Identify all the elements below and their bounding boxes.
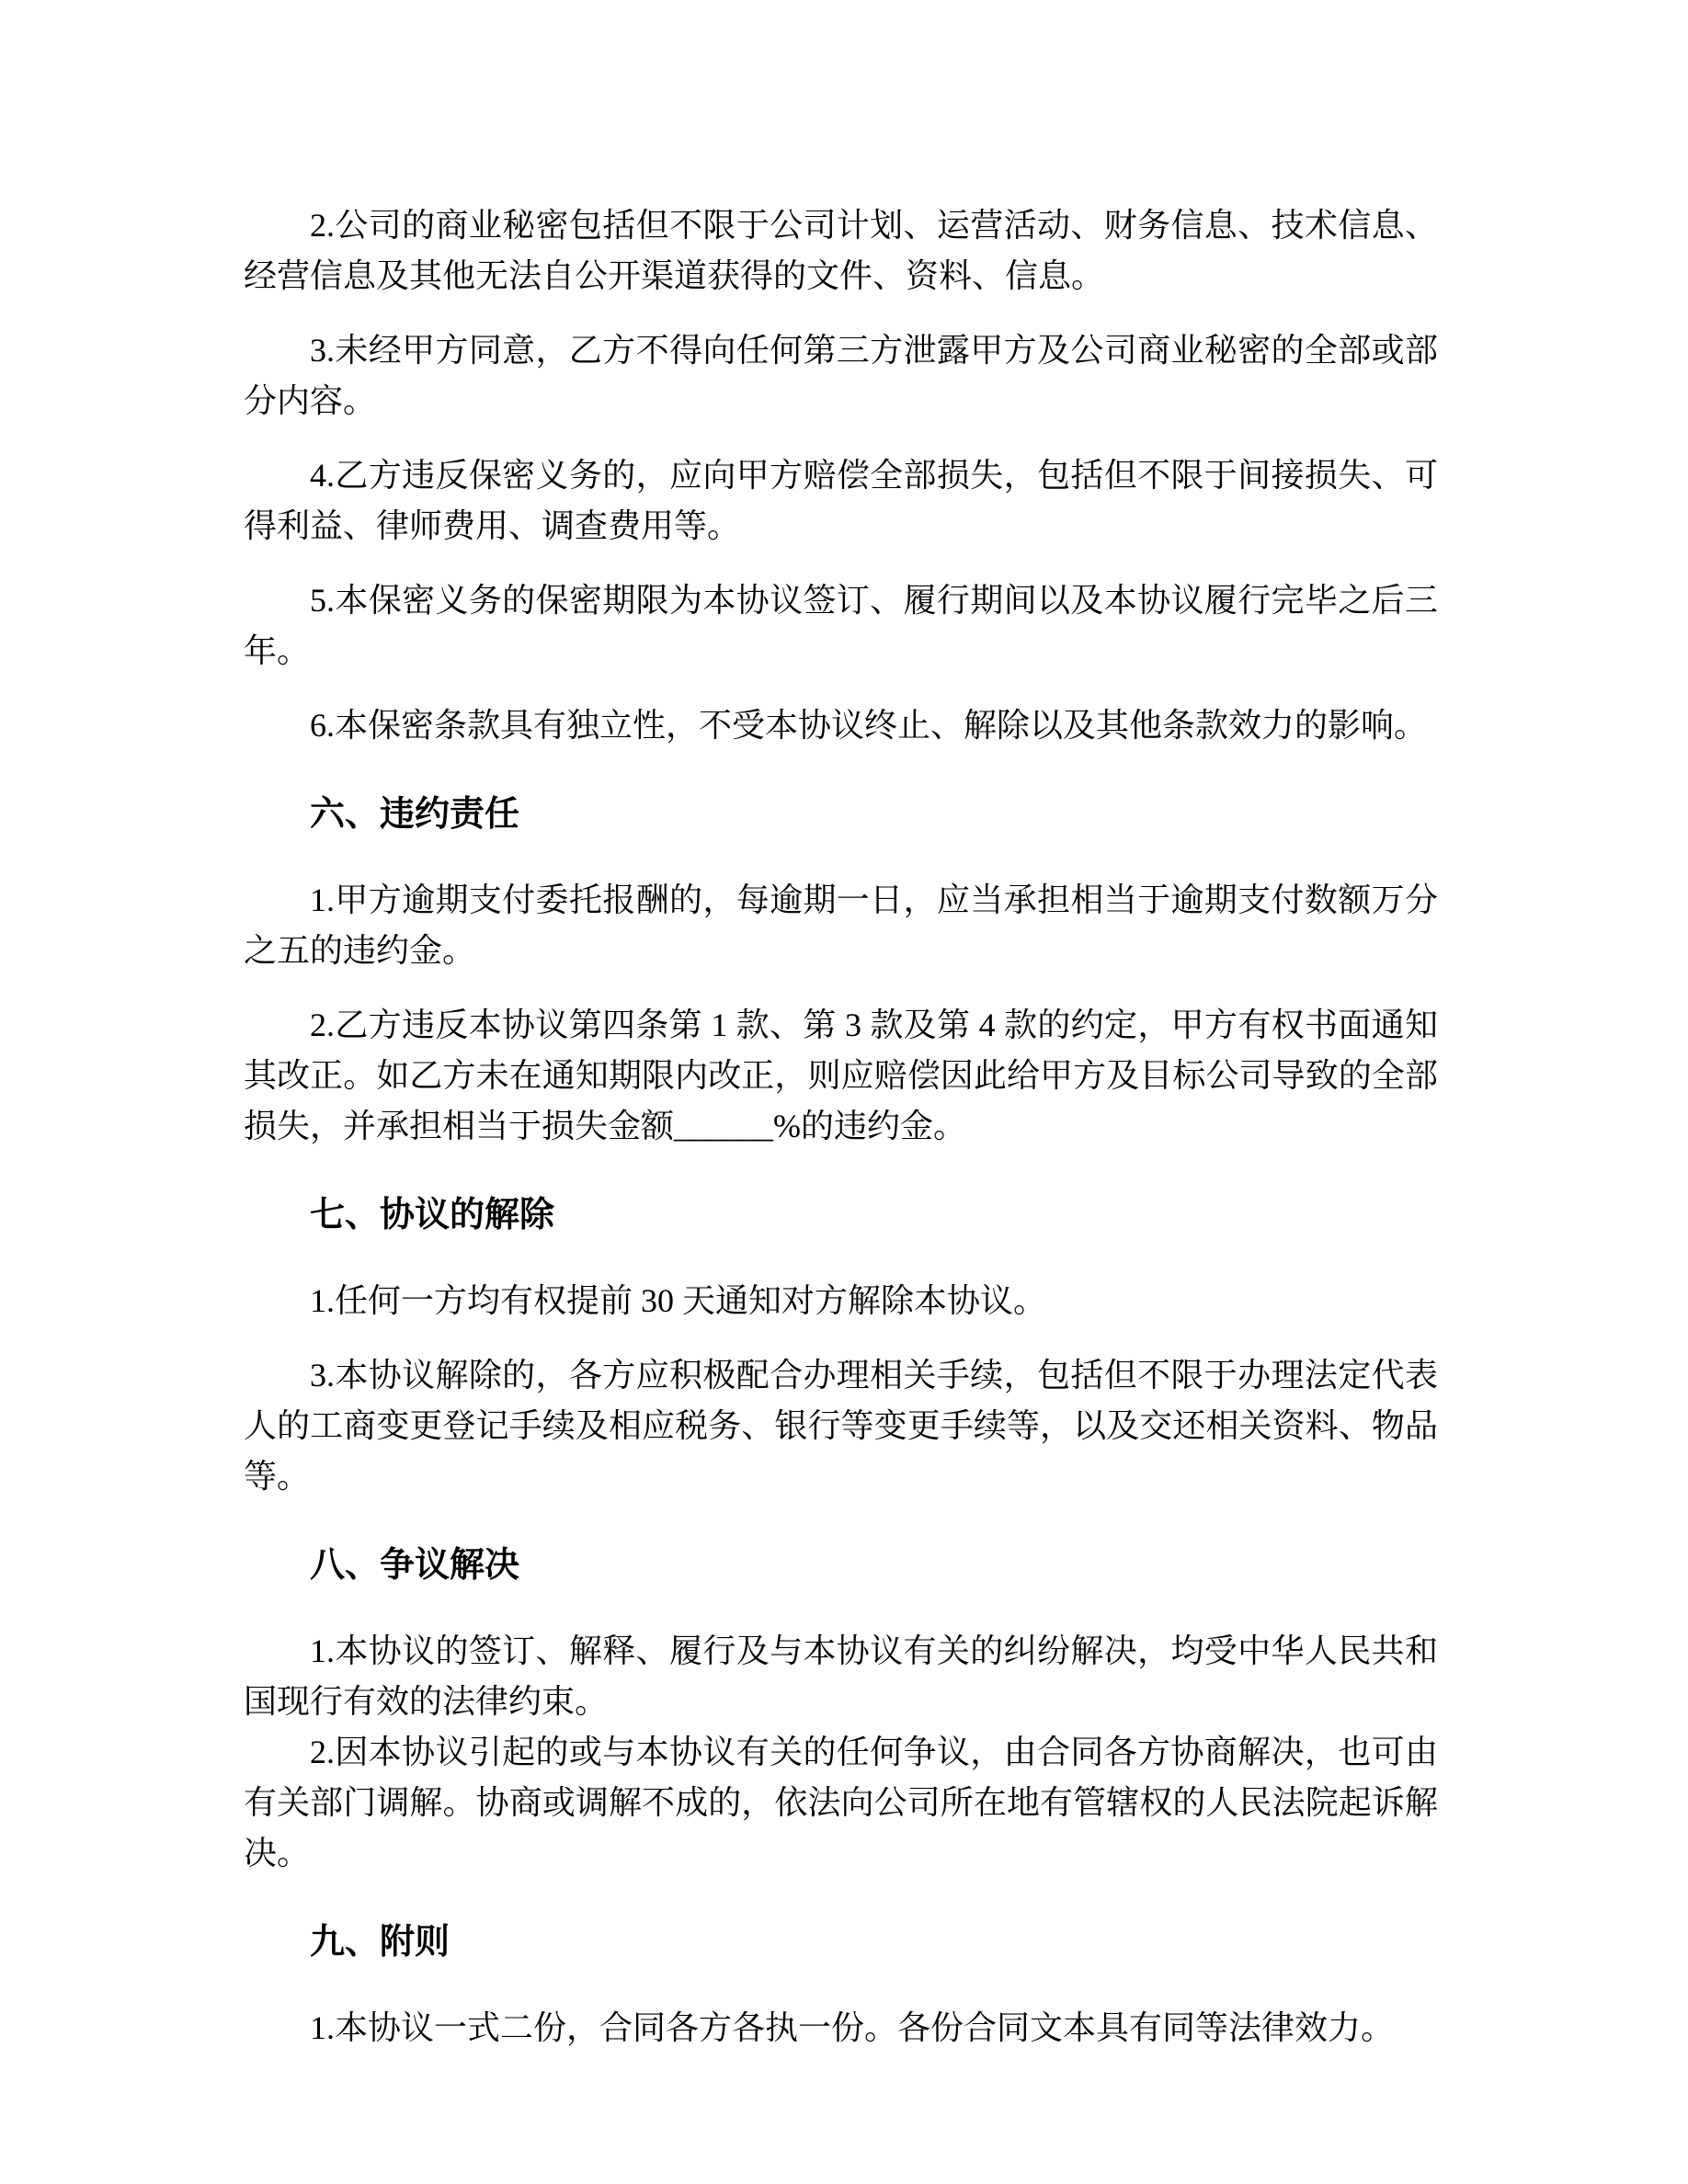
clause-paragraph: 3.未经甲方同意，乙方不得向任何第三方泄露甲方及公司商业秘密的全部或部分内容。 <box>244 332 1438 419</box>
clause-paragraph: 1.本协议一式二份，合同各方各执一份。各份合同文本具有同等法律效力。 <box>310 2009 1395 2046</box>
clause-paragraph: 1.任何一方均有权提前 30 天通知对方解除本协议。 <box>310 1282 1047 1319</box>
section-heading-supplementary: 九、附则 <box>310 1923 451 1962</box>
clause-paragraph: 6.本保密条款具有独立性，不受本协议终止、解除以及其他条款效力的影响。 <box>310 707 1428 744</box>
section-heading-dispute-resolution: 八、争议解决 <box>310 1546 520 1585</box>
section-heading-breach-liability: 六、违约责任 <box>310 795 520 834</box>
clause-paragraph: 4.乙方违反保密义务的，应向甲方赔偿全部损失，包括但不限于间接损失、可得利益、律师费用、调查费用等。 <box>244 457 1438 544</box>
clause-paragraph: 1.甲方逾期支付委托报酬的，每逾期一日，应当承担相当于逾期支付数额万分之五的违约金。 <box>244 882 1438 969</box>
section-heading-termination: 七、协议的解除 <box>310 1196 555 1234</box>
contract-body <box>244 200 1438 2053</box>
clause-paragraph: 2.乙方违反本协议第四条第 1 款、第 3 款及第 4 款的约定，甲方有权书面通知其改正。如乙方未在通知期限内改正，则应赔偿因此给甲方及目标公司导致的全部损失，并承担相当于损失金额______%的违约金。 <box>244 1007 1438 1144</box>
clause-paragraph: 1.本协议的签订、解释、履行及与本协议有关的纠纷解决，均受中华人民共和国现行有效的法律约束。 <box>244 1632 1438 1720</box>
clause-paragraph: 3.本协议解除的，各方应积极配合办理相关手续，包括但不限于办理法定代表人的工商变更登记手续及相应税务、银行等变更手续等，以及交还相关资料、物品等。 <box>244 1357 1438 1495</box>
clause-paragraph: 5.本保密义务的保密期限为本协议签订、履行期间以及本协议履行完毕之后三年。 <box>244 582 1438 669</box>
clause-paragraph: 2.因本协议引起的或与本协议有关的任何争议，由合同各方协商解决，也可由有关部门调解。协商或调解不成的，依法向公司所在地有管辖权的人民法院起诉解决。 <box>244 1734 1438 1871</box>
clause-paragraph: 2.公司的商业秘密包括但不限于公司计划、运营活动、财务信息、技术信息、经营信息及其他无法自公开渠道获得的文件、资料、信息。 <box>244 207 1438 294</box>
